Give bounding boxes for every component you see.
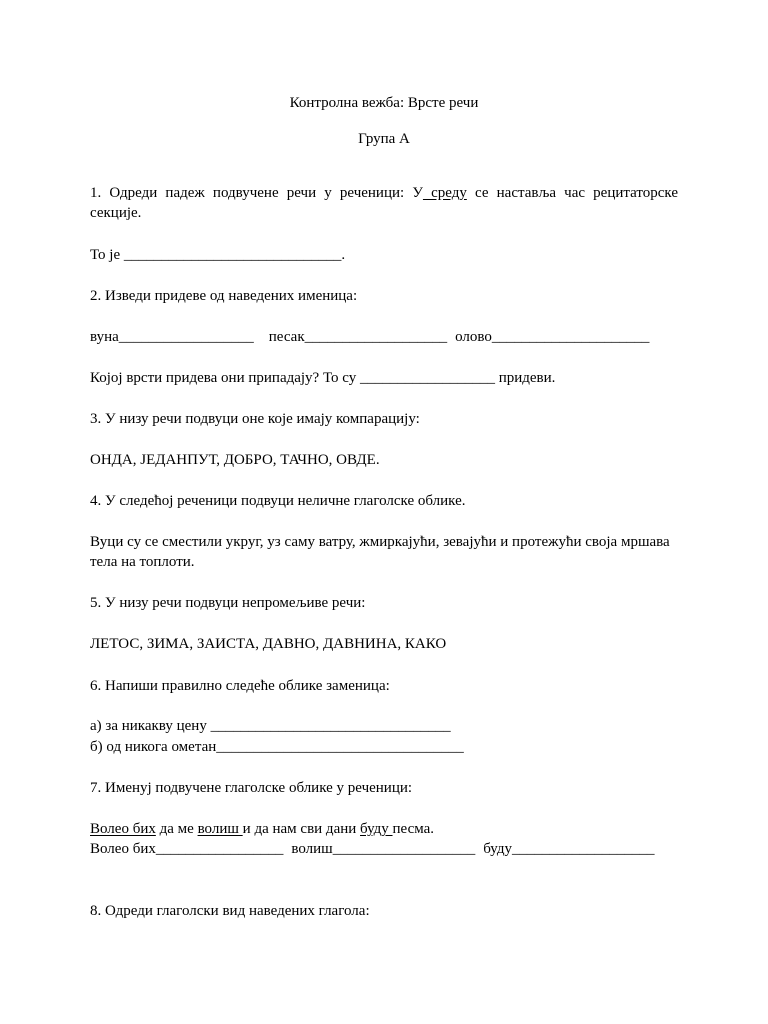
question-6-b: б) од никога ометан_________________________________ bbox=[90, 739, 464, 755]
document-title: Контролна вежба: Врсте речи bbox=[289, 95, 479, 111]
question-2: 2. Изведи придеве од наведених именица: bbox=[90, 288, 358, 304]
question-3: 3. У низу речи подвуци оне које имају компарацију: bbox=[90, 411, 420, 427]
sentence-fragment: и да нам сви дани bbox=[242, 821, 361, 837]
question-4-sentence-line-1: Вуци су се сместили укруг, уз саму ватру, жмиркајући, зевајући и протежући своја мршава bbox=[90, 534, 670, 550]
blank-vuna: вуна__________________ bbox=[90, 329, 254, 345]
blank-volio-bih: Волео бих_________________ bbox=[90, 841, 284, 857]
question-5: 5. У низу речи подвуци непромељиве речи: bbox=[90, 595, 366, 611]
question-6-a: а) за никакву цену ________________________________ bbox=[90, 718, 451, 734]
question-7-sentence bbox=[90, 819, 678, 839]
question-7-blanks bbox=[90, 839, 678, 859]
question-8: 8. Одреди глаголски вид наведених глагола: bbox=[90, 903, 370, 919]
question-1-continuation: секције. bbox=[90, 205, 142, 221]
sentence-fragment: песма. bbox=[392, 821, 435, 837]
question-2-blanks bbox=[90, 327, 678, 347]
question-5-words: ЛЕТОС, ЗИМА, ЗАИСТА, ДАВНО, ДАВНИНА, КАКО bbox=[90, 636, 447, 652]
question-4-sentence-line-2: тела на топлоти. bbox=[90, 554, 195, 570]
blank-olovo: олово_____________________ bbox=[455, 329, 650, 345]
question-1-text: 1. Одреди падеж подвучене речи у реченици: У bbox=[90, 185, 423, 201]
question-1-text-end: се наставља час рецитаторске bbox=[466, 185, 678, 201]
question-3-words: ОНДА, ЈЕДАНПУТ, ДОБРО, ТАЧНО, ОВДЕ. bbox=[90, 452, 380, 468]
blank-budu: буду___________________ bbox=[483, 841, 655, 857]
underlined-budu: буду bbox=[360, 821, 393, 837]
question-1-answer: То је _____________________________. bbox=[90, 247, 346, 263]
group-label: Група А bbox=[358, 131, 410, 147]
blank-pesak: песак___________________ bbox=[268, 329, 448, 345]
question-7: 7. Именуј подвучене глаголске облике у реченици: bbox=[90, 780, 413, 796]
sentence-fragment: да ме bbox=[155, 821, 198, 837]
question-6: 6. Напиши правилно следеће облике заменица: bbox=[90, 678, 390, 694]
underlined-volio-bih: Волео бих bbox=[90, 821, 156, 837]
question-1 bbox=[90, 183, 678, 203]
underlined-volish: волиш bbox=[197, 821, 243, 837]
blank-volish: волиш___________________ bbox=[291, 841, 476, 857]
question-4: 4. У следећој реченици подвуци неличне глаголске облике. bbox=[90, 493, 466, 509]
question-2-followup: Којој врсти придева они припадају? То су __________________ придеви. bbox=[90, 370, 556, 386]
question-1-underlined-word: среду bbox=[422, 185, 467, 201]
